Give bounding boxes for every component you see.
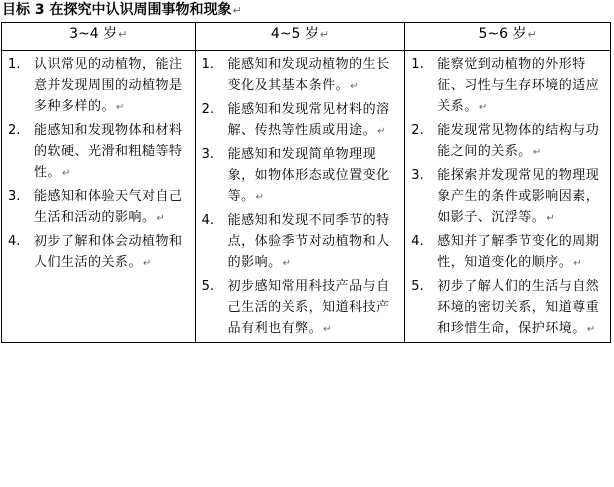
item-text — [437, 165, 606, 229]
return-mark-icon: ↵ — [116, 102, 125, 113]
item-text-content: 能感知和发现简单物理现象，如物体形态或位置变化等。 — [227, 147, 390, 204]
item-text — [437, 120, 606, 163]
return-mark-icon: ↵ — [573, 258, 583, 269]
list-item — [411, 54, 606, 118]
item-text — [437, 276, 606, 340]
return-mark-icon: ↵ — [478, 102, 488, 113]
item-text — [34, 231, 191, 274]
return-mark-icon: ↵ — [323, 324, 332, 335]
return-mark-icon: ↵ — [377, 126, 386, 137]
list-item — [202, 210, 401, 274]
item-number: 4. — [8, 234, 21, 249]
return-mark-icon: ↵ — [232, 4, 242, 17]
cell-age-5-6 — [405, 51, 611, 343]
list-item — [8, 120, 191, 184]
list-item — [8, 186, 191, 229]
item-text-content: 感知并了解季节变化的周期性，知道变化的顺序。 — [437, 234, 600, 270]
return-mark-icon: ↵ — [586, 324, 596, 335]
item-number: 2. — [8, 123, 21, 138]
list-item — [202, 54, 401, 97]
list-item — [411, 120, 606, 163]
return-mark-icon: ↵ — [282, 258, 292, 269]
return-mark-icon: ↵ — [350, 81, 359, 92]
item-text-content: 能感知和发现物体和材料的软硬、光滑和粗糙等特性。 — [34, 123, 183, 180]
item-text — [228, 54, 401, 97]
item-text-content: 能探索并发现常见的物理现象产生的条件或影响因素，如影子、沉浮等。 — [437, 168, 600, 225]
item-text-content: 能感知和体验天气对自己生活和活动的影响。 — [34, 189, 183, 225]
item-number: 1. — [201, 57, 214, 72]
return-mark-icon: ↵ — [319, 28, 330, 41]
header-age-4-5 — [195, 23, 405, 51]
item-text-content: 能感知和发现常见材料的溶解、传热等性质或用途。 — [227, 102, 390, 138]
item-text — [34, 120, 191, 184]
item-text — [34, 186, 191, 229]
item-number: 3. — [411, 168, 424, 183]
item-number: 3. — [201, 147, 214, 162]
item-text-content: 初步了解和体会动植物和人们生活的关系。 — [34, 234, 183, 270]
item-number: 4. — [201, 213, 214, 228]
goals-table — [1, 22, 611, 343]
item-number: 1. — [411, 57, 424, 72]
page-title — [2, 1, 242, 20]
item-number: 3. — [8, 189, 21, 204]
return-mark-icon: ↵ — [62, 168, 71, 179]
cell-age-4-5 — [195, 51, 405, 343]
item-text — [437, 231, 606, 274]
header-age-5-6 — [405, 23, 611, 51]
item-text — [34, 54, 191, 118]
item-number: 5. — [411, 279, 424, 294]
item-number: 4. — [411, 234, 424, 249]
table-row — [2, 51, 611, 343]
list-item — [202, 276, 401, 340]
item-text-content: 初步感知常用科技产品与自己生活的关系，知道科技产品有利也有弊。 — [227, 279, 390, 336]
header-text: 5~6 岁 — [478, 26, 527, 42]
header-age-3-4 — [2, 23, 196, 51]
item-text-content: 认识常见的动植物，能注意并发现周围的动植物是多种多样的。 — [34, 57, 183, 114]
list-item — [8, 54, 191, 118]
item-number: 1. — [8, 57, 21, 72]
list-item — [202, 144, 401, 208]
item-text-content: 能察觉到动植物的外形特征、习性与生存环境的适应关系。 — [437, 57, 600, 114]
item-text-content: 能发现常见物体的结构与功能之间的关系。 — [437, 123, 600, 159]
return-mark-icon: ↵ — [118, 28, 128, 41]
return-mark-icon: ↵ — [532, 147, 542, 158]
item-text-content: 能感知和发现不同季节的特点，体验季节对动植物和人的影响。 — [227, 213, 390, 270]
item-number: 2. — [201, 102, 214, 117]
list-item — [411, 165, 606, 229]
return-mark-icon: ↵ — [255, 192, 265, 203]
item-number: 2. — [411, 123, 424, 138]
header-text: 3~4 岁 — [69, 26, 118, 42]
item-text — [437, 54, 606, 118]
cell-age-3-4 — [2, 51, 196, 343]
return-mark-icon: ↵ — [527, 28, 537, 41]
list-item — [202, 99, 401, 142]
item-text-content: 初步了解人们的生活与自然环境的密切关系，知道尊重和珍惜生命，保护环境。 — [437, 279, 600, 336]
item-text — [228, 276, 401, 340]
header-text: 4~5 岁 — [270, 26, 319, 42]
list-item — [411, 276, 606, 340]
item-text — [228, 144, 401, 208]
title-text: 目标 3 在探究中认识周围事物和现象 — [2, 2, 232, 18]
item-text — [228, 99, 401, 142]
item-number: 5. — [201, 279, 214, 294]
return-mark-icon: ↵ — [546, 213, 556, 224]
table-header-row — [2, 23, 611, 51]
return-mark-icon: ↵ — [143, 258, 152, 269]
list-item — [8, 231, 191, 274]
item-text-content: 能感知和发现动植物的生长变化及其基本条件。 — [227, 57, 390, 93]
item-text — [228, 210, 401, 274]
return-mark-icon: ↵ — [156, 213, 166, 224]
list-item — [411, 231, 606, 274]
